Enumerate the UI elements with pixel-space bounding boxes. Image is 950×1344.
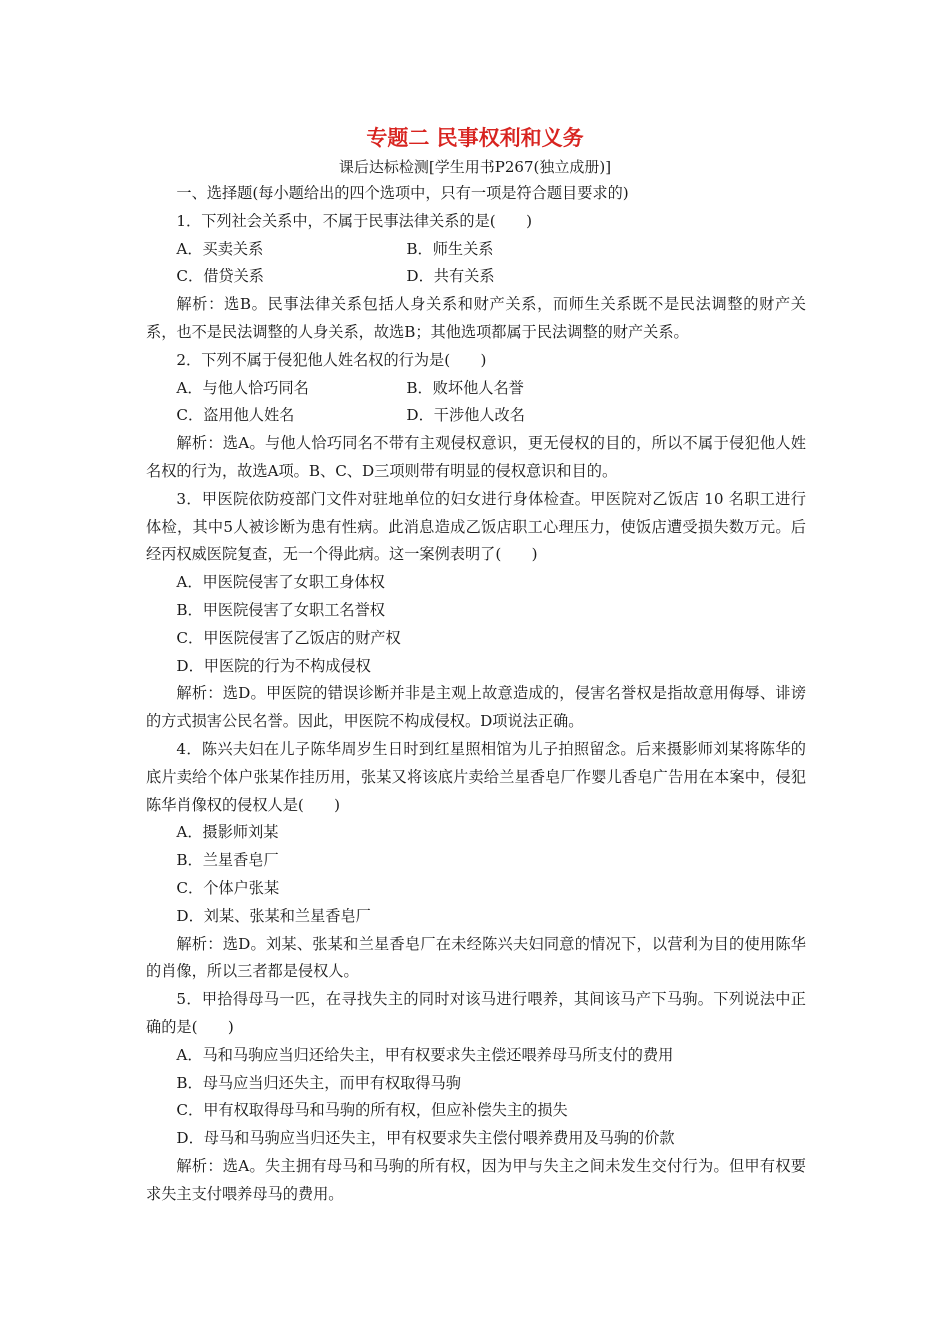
option: C．甲医院侵害了乙饭店的财产权 xyxy=(176,628,401,647)
option: C．甲有权取得母马和马驹的所有权，但应补偿失主的损失 xyxy=(176,1101,568,1120)
question-analysis: 解析：选A。失主拥有母马和马驹的所有权，因为甲与失主之间未发生交付行为。但甲有权要求失主支付喂养母马的费用。 xyxy=(146,1156,806,1203)
page-subtitle: 课后达标检测[学生用书P267(独立成册)] xyxy=(338,158,612,176)
option: D．母马和马驹应当归还失主，甲有权要求失主偿付喂养费用及马驹的价款 xyxy=(176,1129,675,1148)
page-title: 专题二 民事权利和义务 xyxy=(366,126,584,150)
option: A．马和马驹应当归还给失主，甲有权要求失主偿还喂养母马所支付的费用 xyxy=(176,1045,674,1064)
question-stem: 2．下列不属于侵犯他人姓名权的行为是( ) xyxy=(176,350,487,369)
option: C．借贷关系 xyxy=(176,267,264,286)
option: A．甲医院侵害了女职工身体权 xyxy=(176,573,385,592)
question-analysis: 解析：选A。与他人恰巧同名不带有主观侵权意识，更无侵权的目的，所以不属于侵犯他人姓名权的行为，故选A项。B、C、D三项则带有明显的侵权意识和目的。 xyxy=(146,434,806,480)
option: B．母马应当归还失主，而甲有权取得马驹 xyxy=(176,1073,461,1092)
option-row xyxy=(146,236,806,264)
question-stem: 5．甲拾得母马一匹，在寻找失主的同时对该马进行喂养，其间该马产下马驹。下列说法中正确的是( ) xyxy=(146,990,806,1036)
option-row xyxy=(146,402,806,430)
option: C．个体户张某 xyxy=(176,878,280,897)
question-stem: 1．下列社会关系中，不属于民事法律关系的是( ) xyxy=(176,211,533,230)
question-stem: 3．甲医院依防疫部门文件对驻地单位的妇女进行身体检查。甲医院对乙饭店 10 名职工进行体检，其中5人被诊断为患有性病。此消息造成乙饭店职工心理压力，使饭店遭受损失数万元。后经丙权威医院复查，无一个得此病。这一案例表明了( ) xyxy=(146,489,806,564)
question-analysis: 解析：选D。甲医院的错误诊断并非是主观上故意造成的，侵害名誉权是指故意用侮辱、诽谤的方式损害公民名誉。因此，甲医院不构成侵权。D项说法正确。 xyxy=(146,684,806,731)
option: B．败坏他人名誉 xyxy=(406,378,524,397)
section-heading: 一、选择题(每小题给出的四个选项中，只有一项是符合题目要求的) xyxy=(176,184,629,202)
option-row xyxy=(146,263,806,291)
option: A．买卖关系 xyxy=(176,239,264,258)
question-analysis: 解析：选B。民事法律关系包括人身关系和财产关系，而师生关系既不是民法调整的财产关系，也不是民法调整的人身关系，故选B；其他选项都属于民法调整的财产关系。 xyxy=(146,295,806,341)
option: B．甲医院侵害了女职工名誉权 xyxy=(176,600,385,619)
option: B．兰星香皂厂 xyxy=(176,851,279,870)
option: D．干涉他人改名 xyxy=(406,406,525,425)
question-content xyxy=(146,180,806,1208)
option: D．刘某、张某和兰星香皂厂 xyxy=(176,906,371,925)
option-row xyxy=(146,375,806,403)
option: C．盗用他人姓名 xyxy=(176,406,295,425)
option: B．师生关系 xyxy=(406,239,494,258)
option: A．与他人恰巧同名 xyxy=(176,378,309,397)
option: A．摄影师刘某 xyxy=(176,823,279,842)
question-analysis: 解析：选D。刘某、张某和兰星香皂厂在未经陈兴夫妇同意的情况下，以营利为目的使用陈华的肖像，所以三者都是侵权人。 xyxy=(146,934,806,981)
question-stem: 4．陈兴夫妇在儿子陈华周岁生日时到红星照相馆为儿子拍照留念。后来摄影师刘某将陈华的底片卖给个体户张某作挂历用，张某又将该底片卖给兰星香皂厂作婴儿香皂广告用在本案中，侵犯陈华肖像权的侵权人是( ) xyxy=(146,739,806,814)
option: D．甲医院的行为不构成侵权 xyxy=(176,656,371,675)
option: D．共有关系 xyxy=(406,267,495,286)
